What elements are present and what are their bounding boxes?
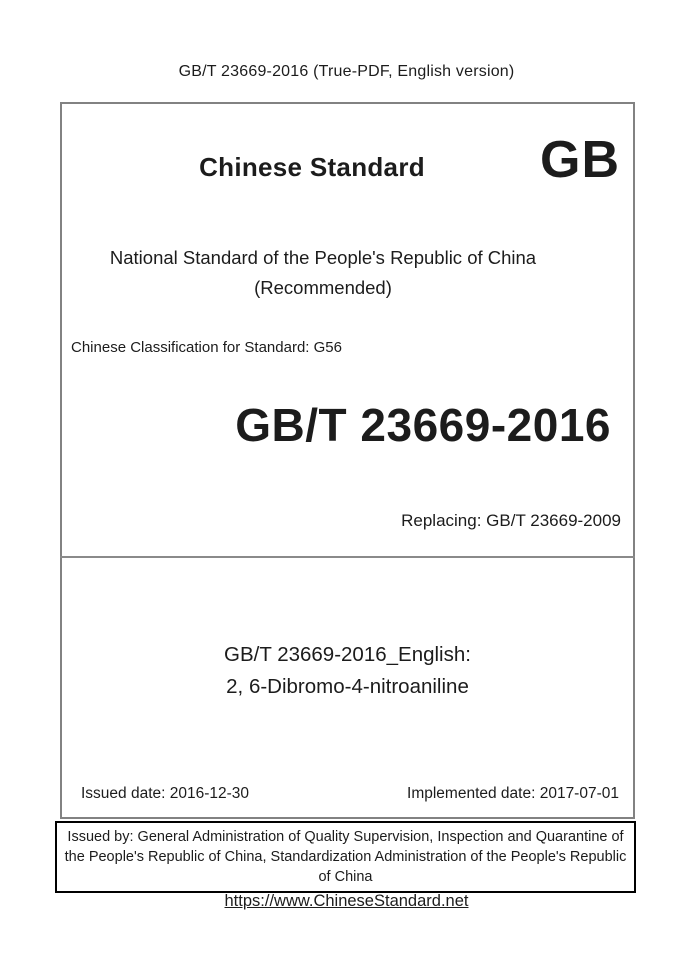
issued-date: Issued date: 2016-12-30 bbox=[81, 785, 250, 802]
page-header-title: GB/T 23669-2016 (True-PDF, English version) bbox=[178, 63, 515, 80]
standard-type-recommended: (Recommended) bbox=[254, 277, 392, 298]
english-title-block bbox=[62, 639, 633, 703]
footer-link[interactable]: https://www.ChineseStandard.net bbox=[224, 892, 469, 910]
standard-number: GB/T 23669-2016 bbox=[235, 399, 611, 451]
replacing-note: Replacing: GB/T 23669-2009 bbox=[401, 511, 621, 530]
implemented-date: Implemented date: 2017-07-01 bbox=[407, 785, 619, 802]
footer bbox=[0, 892, 693, 911]
english-title-line2: 2, 6-Dibromo-4-nitroaniline bbox=[226, 675, 469, 698]
brand-title: Chinese Standard bbox=[199, 152, 425, 182]
cover-main-box bbox=[60, 102, 635, 819]
standard-type-line: National Standard of the People's Republic of China bbox=[109, 247, 537, 268]
issuer-text: Issued by: General Administration of Quality Supervision, Inspection and Quarantine of the People's Republic of China, Standardization Administration of the People's Republic of China bbox=[64, 829, 627, 885]
gb-logo: GB bbox=[540, 131, 620, 189]
english-title-line1: GB/T 23669-2016_English: bbox=[224, 643, 471, 666]
classification-code: Chinese Classification for Standard: G56 bbox=[71, 339, 342, 356]
section-divider bbox=[60, 556, 635, 558]
dates-row bbox=[62, 785, 633, 803]
issuer-box bbox=[55, 821, 636, 893]
